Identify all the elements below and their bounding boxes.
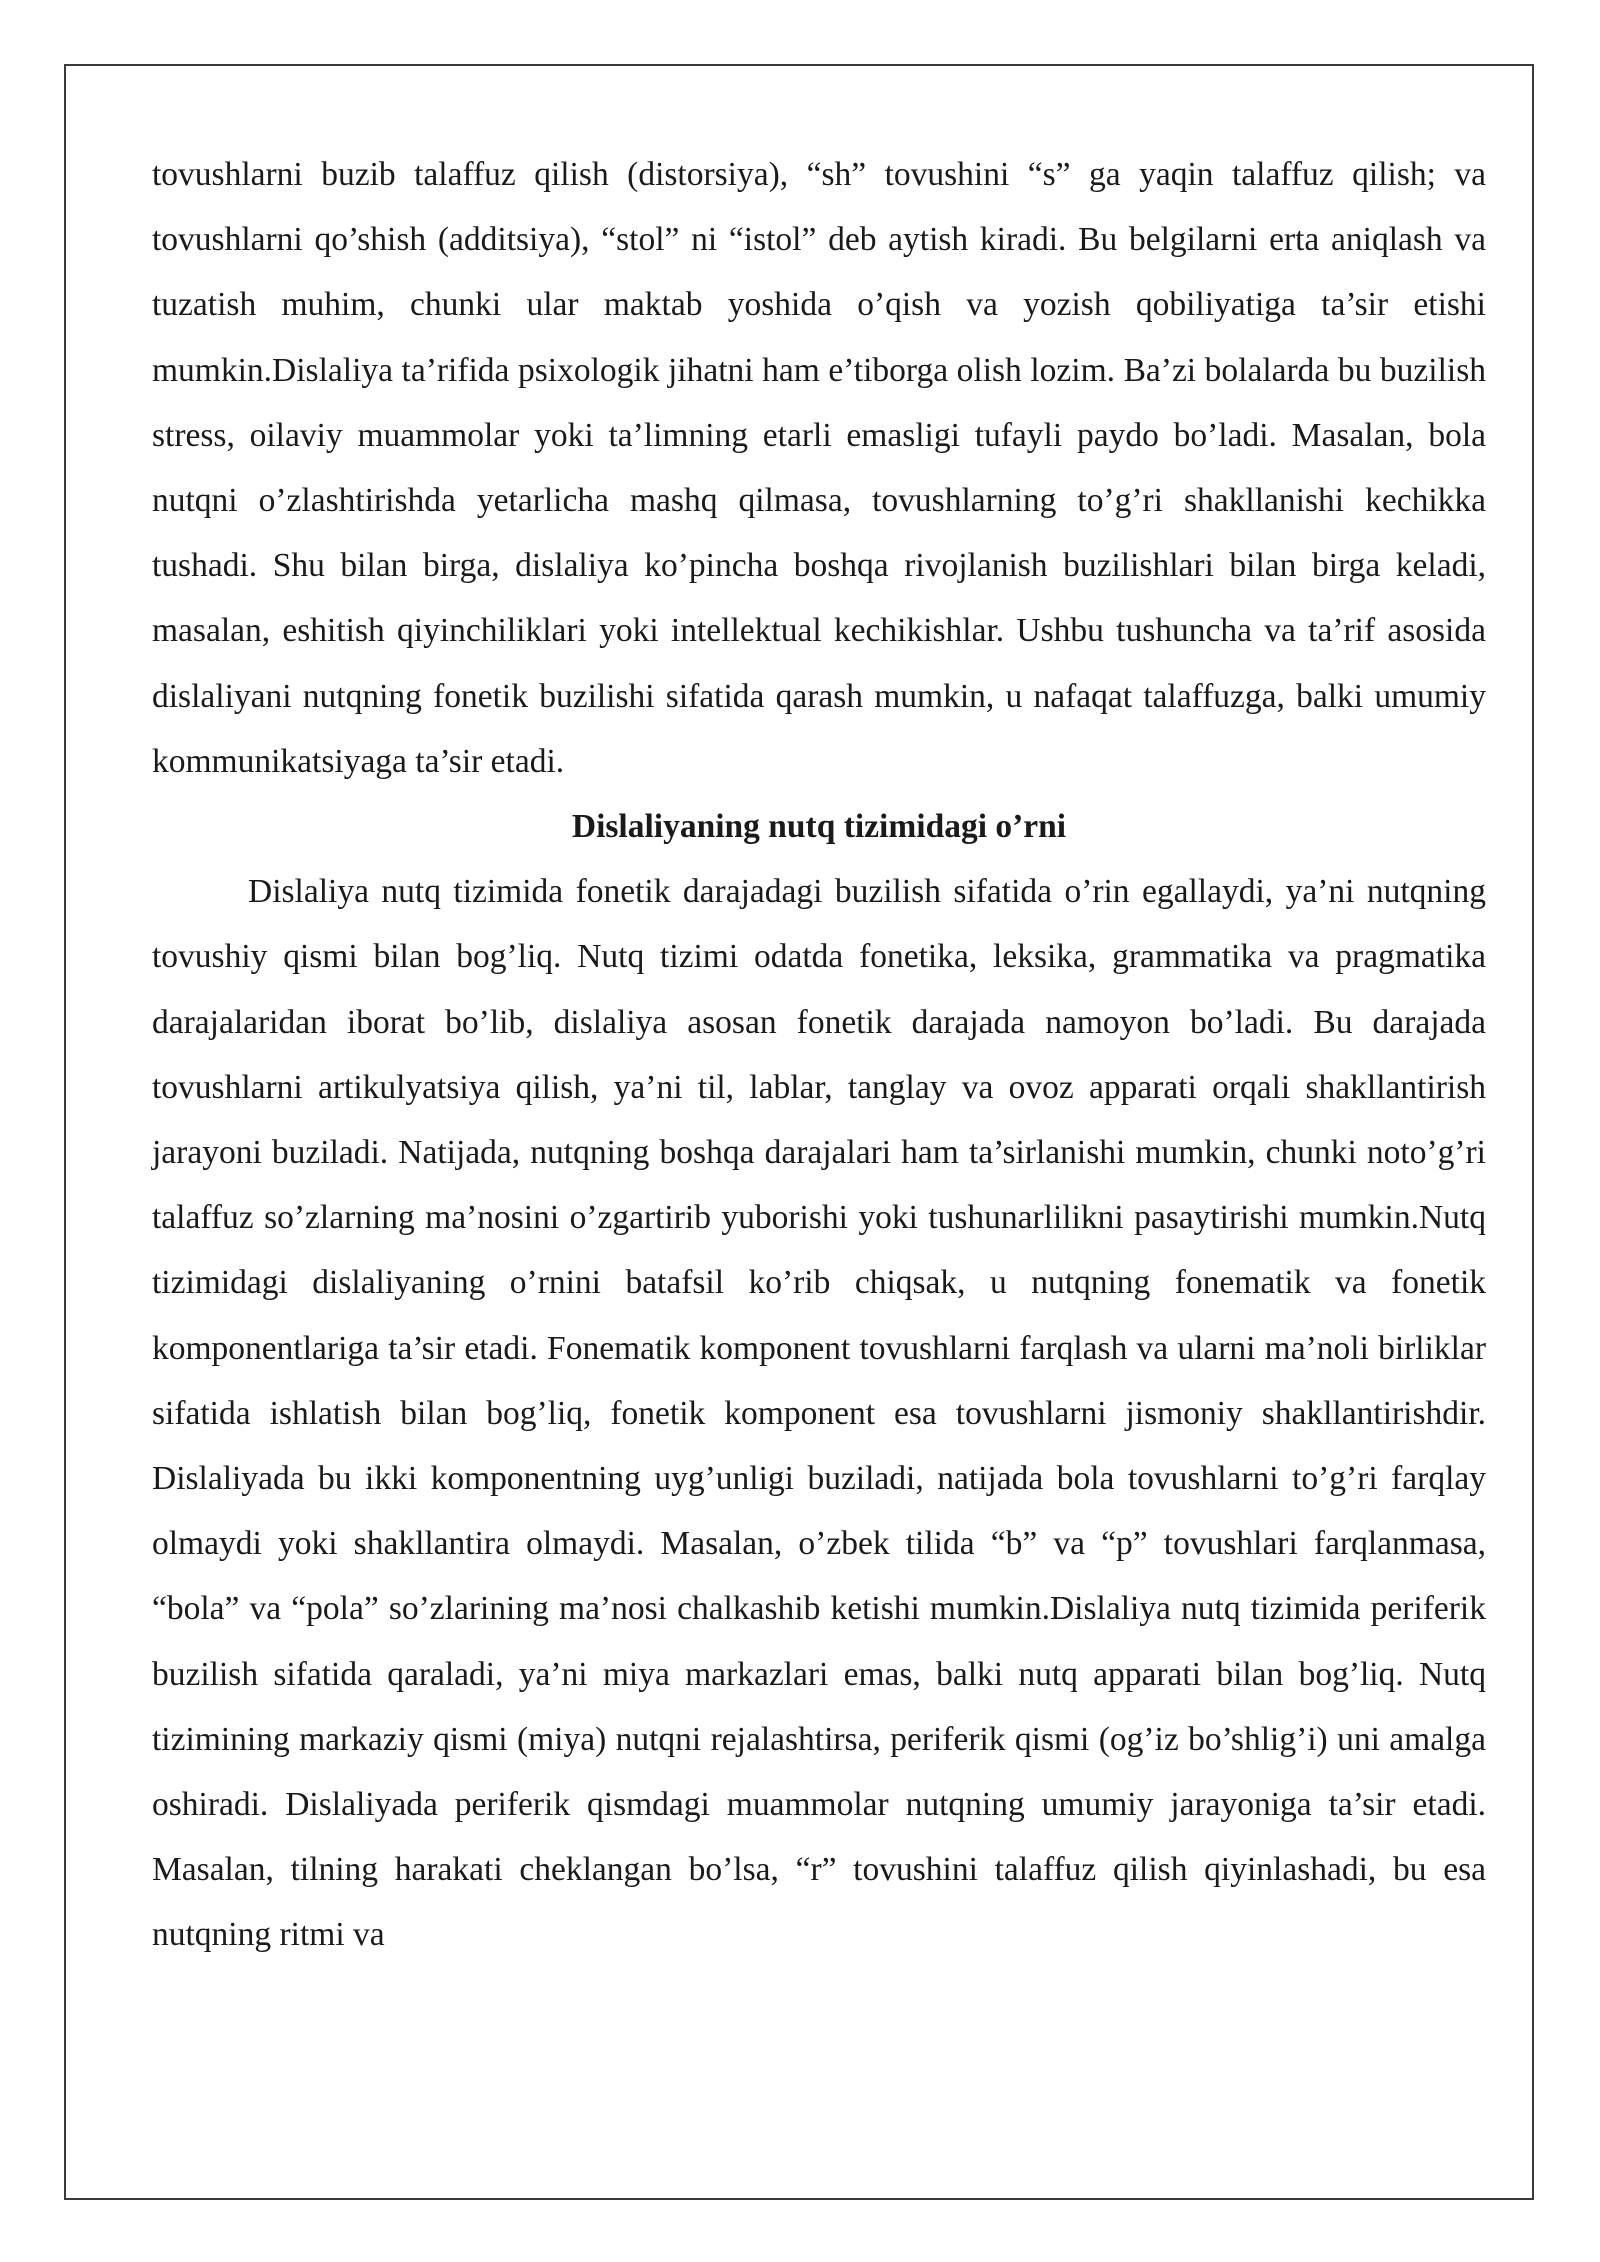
section-heading: Dislaliyaning nutq tizimidagi o’rni xyxy=(571,808,1067,846)
paragraph-dislalia-speech-system: Dislaliya nutq tizimida fonetik darajadagi buzilish sifatida o’rin egallaydi, ya’ni nutqning tovushiy qismi bilan bog’liq. Nutq tizimi odatda fonetika, leksika, grammatika va pragmatika darajalaridan iborat bo’lib, dislaliya asosan fonetik darajada namoyon bo’ladi. Bu darajada tovushlarni artikulyatsiya qilish, ya’ni til, lablar, tanglay va ovoz apparati orqali shakllantirish jarayoni buziladi. Natijada, nutqning boshqa darajalari ham ta’sirlanishi mumkin, chunki noto’g’ri talaffuz so’zlarning ma’nosini o’zgartirib yuborishi yoki tushunarlilikni pasaytirishi mumkin.Nutq tizimidagi dislaliyaning o’rnini batafsil ko’rib chiqsak, u nutqning fonematik va fonetik komponentlariga ta’sir etadi. Fonematik komponent tovushlarni farqlash va ularni ma’noli birliklar sifatida ishlatish bilan bog’liq, fonetik komponent esa tovushlarni jismoniy shakllantirishdir. Dislaliyada bu ikki komponentning uyg’unligi buziladi, natijada bola tovushlarni to’g’ri farqlay olmaydi yoki shakllantira olmaydi. Masalan, o’zbek tilida “b” va “p” tovushlari farqlanmasa, “bola” va “pola” so’zlarining ma’nosi chalkashib ketishi mumkin.Dislaliya nutq tizimida periferik buzilish sifatida qaraladi, ya’ni miya markazlari emas, balki nutq apparati bilan bog’liq. Nutq tizimining markaziy qismi (miya) nutqni rejalashtirsa, periferik qismi (og’iz bo’shlig’i) uni amalga oshiradi. Dislaliyada periferik qismdagi muammolar nutqning umumiy jarayoniga ta’sir etadi. Masalan, tilning harakati cheklangan bo’lsa, “r” tovushini talaffuz qilish qiyinlashadi, bu esa nutqning ritmi va xyxy=(152,873,1486,1954)
paragraph-continued-dislalia-definition: tovushlarni buzib talaffuz qilish (distorsiya), “sh” tovushini “s” ga yaqin talaffuz qilish; va tovushlarni qo’shish (additsiya), “stol” ni “istol” deb aytish kiradi. Bu belgilarni erta aniqlash va tuzatish muhim, chunki ular maktab yoshida o’qish va yozish qobiliyatiga ta’sir etishi mumkin.Dislaliya ta’rifida psixologik jihatni ham e’tiborga olish lozim. Ba’zi bolalarda bu buzilish stress, oilaviy muammolar yoki ta’limning etarli emasligi tufayli paydo bo’ladi. Masalan, bola nutqni o’zlashtirishda yetarlicha mashq qilmasa, tovushlarning to’g’ri shakllanishi kechikka tushadi. Shu bilan birga, dislaliya ko’pincha boshqa rivojlanish buzilishlari bilan birga keladi, masalan, eshitish qiyinchiliklari yoki intellektual kechikishlar. Ushbu tushuncha va ta’rif asosida dislaliyani nutqning fonetik buzilishi sifatida qarash mumkin, u nafaqat talaffuzga, balki umumiy kommunikatsiyaga ta’sir etadi. xyxy=(152,156,1486,780)
document-body xyxy=(152,142,1486,1968)
